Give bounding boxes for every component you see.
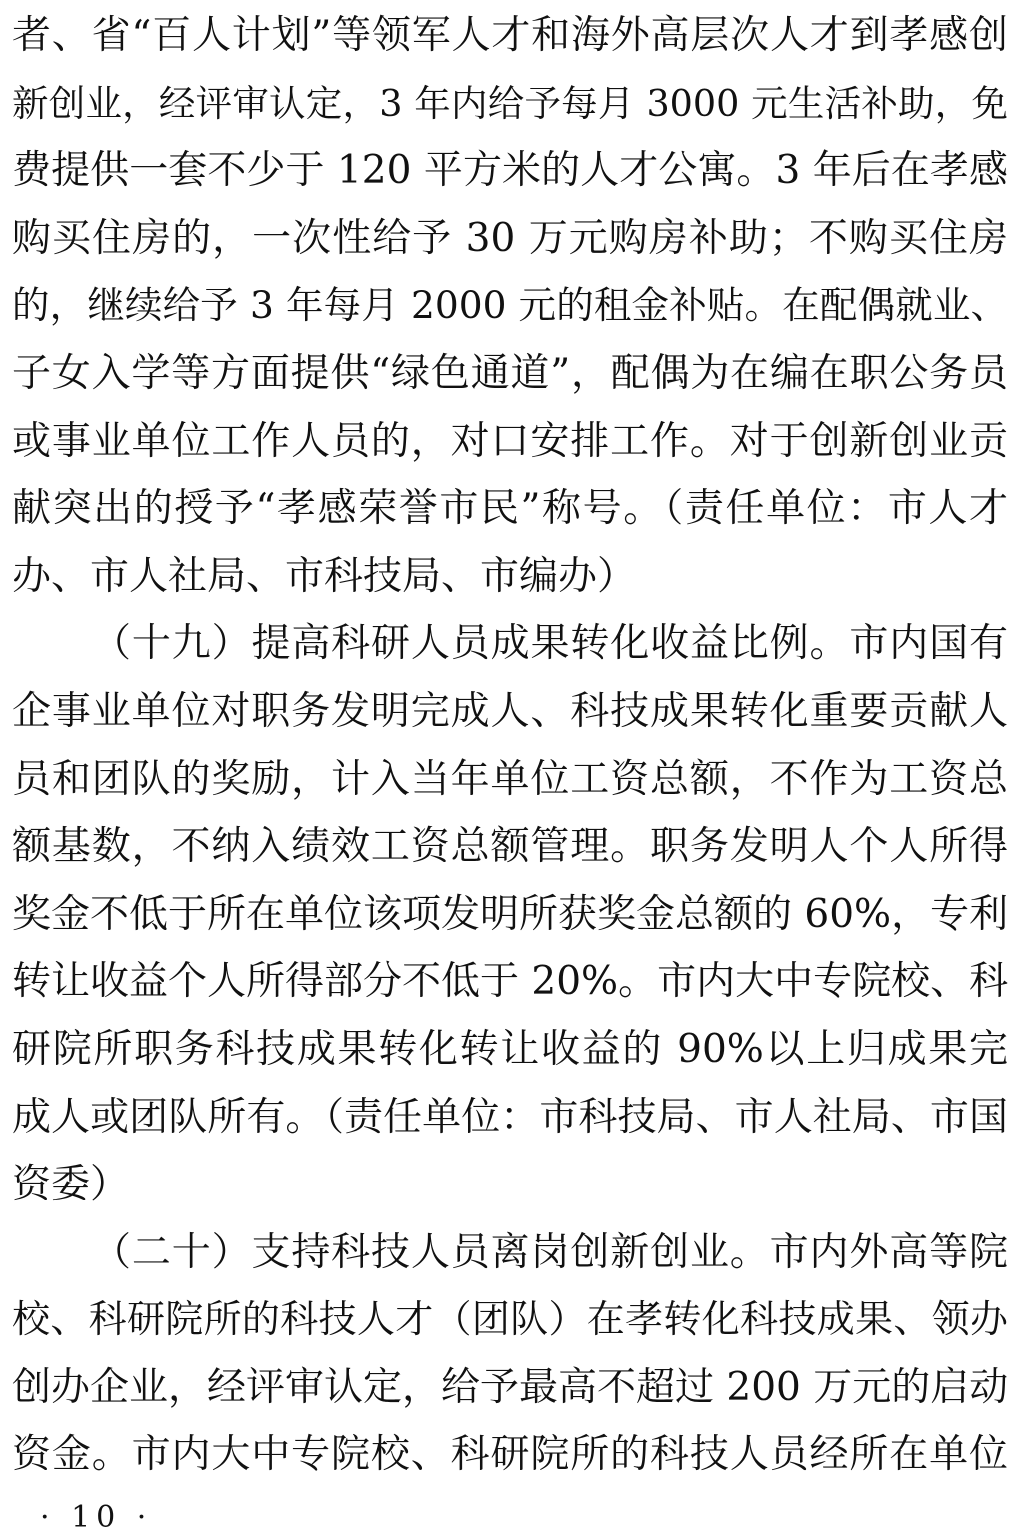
text-line: 成人或团队所有。（责任单位：市科技局、市人社局、市国	[12, 1094, 1008, 1140]
text-line: 购买住房的，一次性给予 30 万元购房补助；不购买住房	[12, 215, 1008, 261]
text-line: 新创业，经评审认定，3 年内给予每月 3000 元生活补助，免	[12, 81, 1008, 125]
text-line: 子女入学等方面提供“绿色通道”，配偶为在编在职公务员	[12, 350, 1008, 396]
text-line: 校、科研院所的科技人才（团队）在孝转化科技成果、领办	[12, 1297, 1008, 1342]
text-line: 办、市人社局、市科技局、市编办）	[12, 553, 637, 599]
text-line: 研院所职务科技成果转化转让收益的 90%以上归成果完	[12, 1026, 1008, 1072]
text-line: 献突出的授予“孝感荣誉市民”称号。（责任单位：市人才	[12, 486, 1008, 532]
text-line: 资金。市内大中专院校、科研院所的科技人员经所在单位	[12, 1432, 1008, 1478]
text-line: 企事业单位对职务发明完成人、科技成果转化重要贡献人	[12, 688, 1008, 734]
text-line: 或事业单位工作人员的，对口安排工作。对于创新创业贡	[12, 418, 1008, 464]
text-line: 转让收益个人所得部分不低于 20%。市内大中专院校、科	[12, 959, 1009, 1005]
paragraph-start-line: （二十）支持科技人员离岗创新创业。市内外高等院	[92, 1229, 1008, 1275]
text-line: 的，继续给予 3 年每月 2000 元的租金补贴。在配偶就业、	[12, 283, 1008, 328]
page-number: · 10 ·	[40, 1500, 153, 1535]
text-line: 资委）	[12, 1162, 130, 1208]
paragraph-start-line: （十九）提高科研人员成果转化收益比例。市内国有	[92, 621, 1008, 667]
body-text	[12, 2, 1008, 1489]
text-line: 奖金不低于所在单位该项发明所获奖金总额的 60%，专利	[12, 891, 1009, 937]
text-line: 员和团队的奖励，计入当年单位工资总额，不作为工资总	[12, 756, 1008, 802]
text-line: 费提供一套不少于 120 平方米的人才公寓。3 年后在孝感	[12, 148, 1008, 194]
text-line: 创办企业，经评审认定，给予最高不超过 200 万元的启动	[12, 1364, 1009, 1410]
text-line: 者、省“百人计划”等领军人才和海外高层次人才到孝感创	[12, 13, 1008, 58]
text-line: 额基数，不纳入绩效工资总额管理。职务发明人个人所得	[12, 824, 1008, 870]
